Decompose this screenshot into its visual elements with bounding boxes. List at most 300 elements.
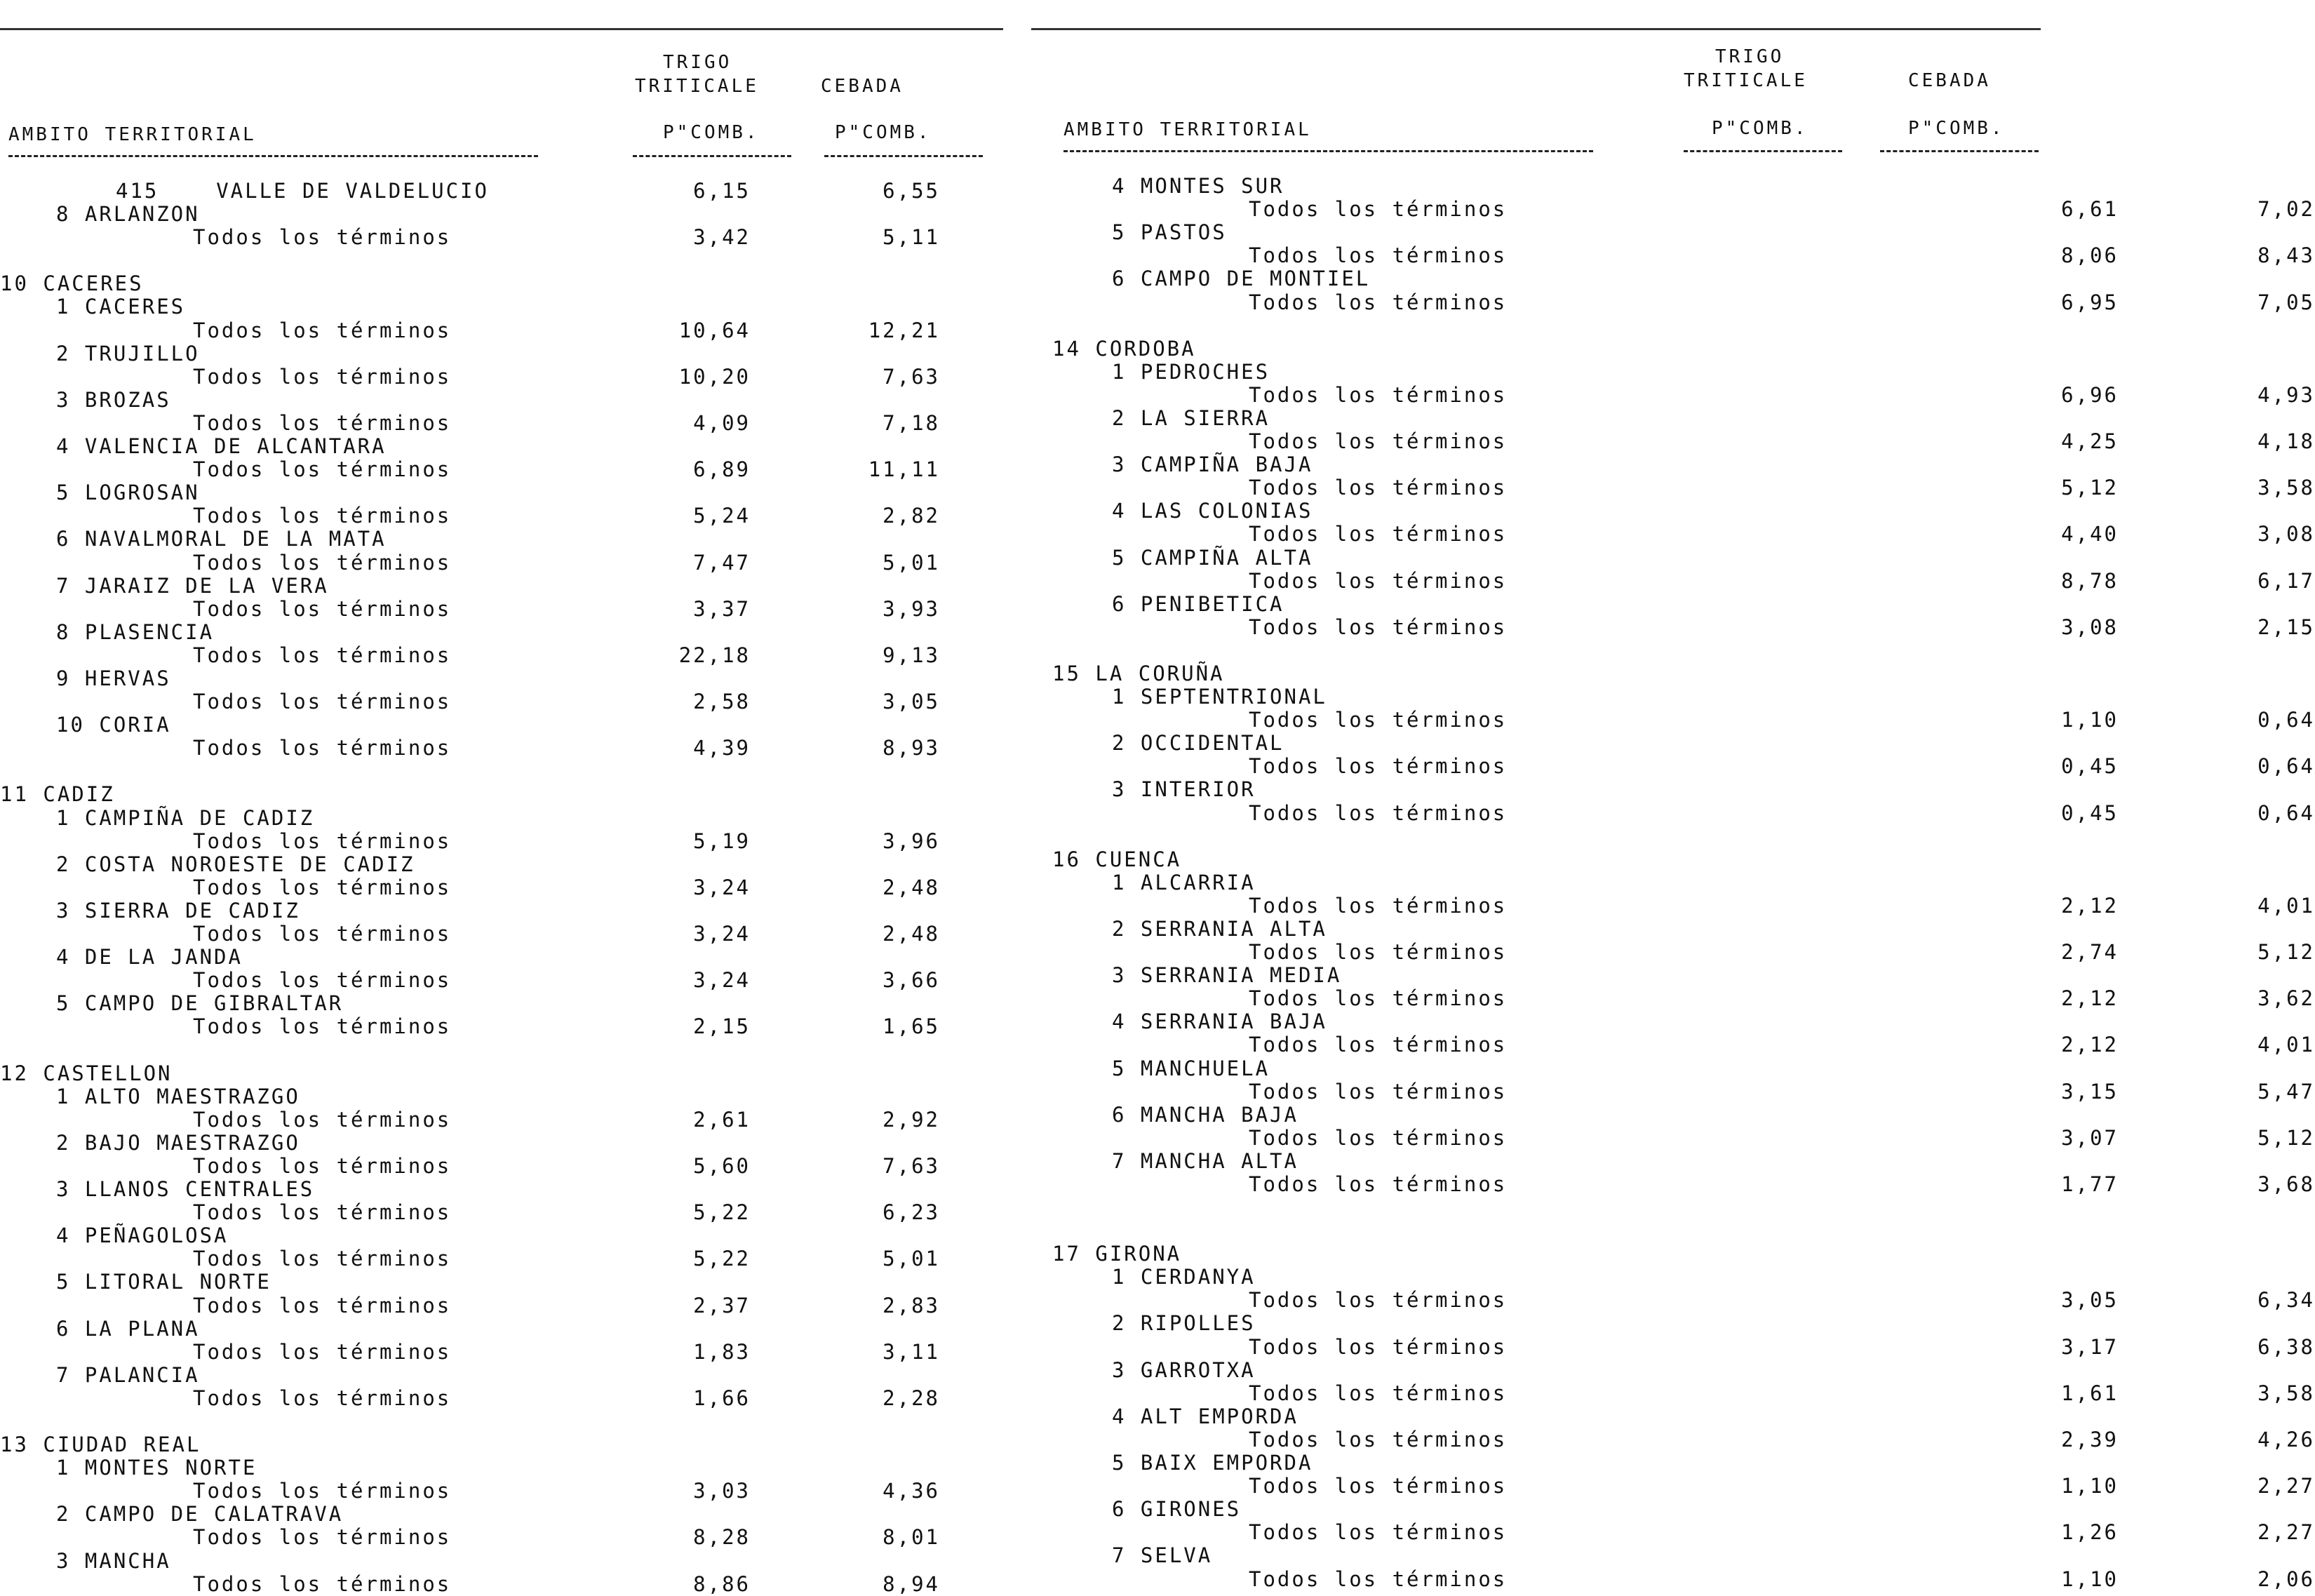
trigo-value: 7,47 — [693, 550, 751, 575]
trigo-value: 4,25 — [2061, 429, 2119, 453]
ambito-rule — [1063, 150, 1593, 152]
terms-label: Todos los términos — [1249, 893, 1508, 918]
comarca-row — [1031, 499, 2041, 523]
cebada-value: 3,58 — [2257, 1381, 2315, 1405]
terms-row — [0, 457, 1003, 481]
terms-row — [1031, 893, 2315, 918]
comarca-row — [0, 1456, 1003, 1480]
comarca-name: 2 SERRANIA ALTA — [1112, 916, 1327, 941]
terms-label: Todos los términos — [1249, 708, 1508, 732]
terms-row — [1031, 986, 2315, 1011]
comarca-row — [0, 1177, 1003, 1201]
trigo-value: 1,26 — [2061, 1520, 2119, 1545]
terms-label: Todos los términos — [1249, 615, 1508, 639]
trigo-value: 2,58 — [693, 690, 751, 714]
terms-row — [1031, 476, 2315, 500]
trigo-value: 1,10 — [2061, 1474, 2119, 1498]
comarca-name: 2 RIPOLLES — [1112, 1311, 1256, 1336]
terms-label: Todos los términos — [193, 968, 452, 993]
terms-row — [0, 318, 1003, 342]
terms-label: Todos los términos — [193, 1386, 452, 1410]
cebada-value: 3,08 — [2257, 522, 2315, 546]
comarca-name: 4 SERRANIA BAJA — [1112, 1010, 1327, 1034]
trigo-value: 10,20 — [678, 364, 751, 389]
trigo-value: 2,37 — [693, 1293, 751, 1317]
top-rule — [0, 28, 1003, 30]
comarca-row — [0, 434, 1003, 458]
comarca-row — [0, 899, 1003, 923]
trigo-value: 3,42 — [693, 225, 751, 250]
cebada-value: 7,63 — [883, 1153, 940, 1178]
province-row — [1031, 662, 2041, 685]
comarca-row — [0, 1363, 1003, 1387]
terms-label: Todos los términos — [1249, 940, 1508, 964]
terms-row — [1031, 568, 2315, 593]
comarca-row — [0, 574, 1003, 598]
terms-label: Todos los términos — [1249, 243, 1508, 268]
cebada-value: 4,26 — [2257, 1427, 2315, 1451]
terms-label: Todos los términos — [1249, 1427, 1508, 1451]
comarca-name: 1 CAMPIÑA DE CADIZ — [56, 805, 315, 830]
comarca-row — [1031, 1010, 2041, 1033]
province-name: 15 LA CORUÑA — [1052, 661, 1225, 685]
terms-label: Todos los términos — [193, 1014, 452, 1039]
terms-label: Todos los términos — [193, 504, 452, 528]
comarca-name: 6 NAVALMORAL DE LA MATA — [56, 527, 387, 551]
cebada-value: 7,02 — [2257, 197, 2315, 222]
comarca-row — [1031, 731, 2041, 755]
terms-row — [0, 1247, 1003, 1270]
comarca-row — [1031, 452, 2041, 476]
cebada-value: 0,64 — [2257, 708, 2315, 732]
comarca-row — [1031, 777, 2041, 801]
comarca-name: 6 PENIBETICA — [1112, 591, 1284, 616]
trigo-value: 1,83 — [693, 1339, 751, 1364]
comarca-name: 2 COSTA NOROESTE DE CADIZ — [56, 852, 415, 876]
terms-label: Todos los términos — [1249, 1079, 1508, 1104]
terms-row — [0, 1572, 1003, 1596]
cebada-value: 4,93 — [2257, 382, 2315, 407]
comarca-name: 4 MONTES SUR — [1112, 174, 1284, 198]
trigo-value: 8,78 — [2061, 568, 2119, 593]
comarca-row — [1031, 685, 2041, 709]
cebada-value: 1,65 — [883, 1014, 940, 1039]
terms-label: Todos los términos — [193, 736, 452, 760]
comarca-name: 8 ARLANZON — [56, 202, 200, 227]
comarca-name: 1 PEDROCHES — [1112, 359, 1270, 384]
terms-row — [1031, 197, 2315, 222]
cebada-value: 11,11 — [868, 457, 940, 482]
comarca-name: 6 CAMPO DE MONTIEL — [1112, 267, 1371, 291]
cebada-value: 6,38 — [2257, 1334, 2315, 1359]
comarca-row — [1031, 1265, 2041, 1289]
comarca-row — [0, 295, 1003, 318]
comarca-name: 3 GARROTXA — [1112, 1357, 1256, 1382]
trigo-value: 3,08 — [2061, 615, 2119, 639]
terms-label: Todos los términos — [193, 922, 452, 946]
cebada-value: 3,66 — [883, 968, 940, 993]
terms-label: Todos los términos — [1249, 1567, 1508, 1591]
province-name: 12 CASTELLON — [0, 1061, 173, 1085]
cebada-value: 8,94 — [883, 1571, 940, 1596]
terms-label: Todos los términos — [193, 1479, 452, 1503]
comarca-name: 2 CAMPO DE CALATRAVA — [56, 1502, 344, 1527]
terms-label: Todos los términos — [1249, 754, 1508, 779]
terms-label: Todos los términos — [193, 457, 452, 482]
terms-row — [1031, 1381, 2315, 1405]
trigo-value: 3,24 — [693, 922, 751, 946]
comarca-name: 1 SEPTENTRIONAL — [1112, 685, 1327, 709]
comarca-name: 2 OCCIDENTAL — [1112, 731, 1284, 756]
comarca-name: 5 LITORAL NORTE — [56, 1270, 271, 1294]
terms-row — [1031, 800, 2315, 825]
terms-row — [1031, 1288, 2315, 1313]
terms-label: Todos los términos — [1249, 986, 1508, 1011]
cebada-value: 2,27 — [2257, 1474, 2315, 1498]
terms-label: Todos los términos — [1249, 1474, 1508, 1498]
terms-label: Todos los términos — [1249, 568, 1508, 593]
comarca-name: 5 CAMPO DE GIBRALTAR — [56, 991, 344, 1016]
trigo-value: 22,18 — [678, 643, 751, 667]
trigo-value: 1,66 — [693, 1386, 751, 1410]
comarca-name: 415 VALLE DE VALDELUCIO — [116, 179, 489, 203]
terms-label: Todos los términos — [1249, 1033, 1508, 1057]
terms-label: Todos los términos — [1249, 1125, 1508, 1150]
cebada-value: 3,68 — [2257, 1172, 2315, 1196]
comarca-row — [0, 713, 1003, 737]
comarca-row — [1031, 1451, 2041, 1475]
terms-row — [0, 1386, 1003, 1410]
cebada-value: 5,01 — [883, 1247, 940, 1271]
comarca-name: 5 BAIX EMPORDA — [1112, 1451, 1313, 1475]
terms-label: Todos los términos — [1249, 429, 1508, 453]
province-row — [0, 782, 1003, 806]
terms-row — [0, 551, 1003, 575]
cebada-value: 4,36 — [883, 1479, 940, 1503]
trigo-value: 0,45 — [2061, 800, 2119, 825]
province-name: 13 CIUDAD REAL — [0, 1433, 201, 1456]
terms-label: Todos los términos — [193, 410, 452, 435]
cebada-value: 4,01 — [2257, 1033, 2315, 1057]
cebada-value: 5,12 — [2257, 1125, 2315, 1150]
cebada-value: 8,93 — [883, 736, 940, 760]
terms-label: Todos los términos — [1249, 1520, 1508, 1545]
comarca-name: 3 SIERRA DE CADIZ — [56, 898, 300, 923]
cebada-value: 8,43 — [2257, 243, 2315, 268]
trigo-value: 6,89 — [693, 457, 751, 482]
comarca-row — [1031, 220, 2041, 244]
comarca-row — [0, 179, 1003, 203]
comarca-row — [1031, 1311, 2041, 1335]
terms-row — [0, 597, 1003, 621]
comarca-name: 4 DE LA JANDA — [56, 945, 243, 970]
trigo-value: 6,61 — [2061, 197, 2119, 222]
trigo-value: 8,06 — [2061, 243, 2119, 268]
comarca-name: 6 MANCHA BAJA — [1112, 1102, 1299, 1127]
cebada-value: 2,28 — [883, 1386, 940, 1410]
trigo-value: 1,10 — [2061, 1567, 2119, 1591]
comarca-name: 5 LOGROSAN — [56, 481, 200, 505]
comarca-row — [0, 1317, 1003, 1341]
cebada-value: 2,48 — [883, 875, 940, 899]
comarca-name: 2 LA SIERRA — [1112, 405, 1270, 430]
comarca-name: 5 MANCHUELA — [1112, 1056, 1270, 1080]
comarca-row — [0, 991, 1003, 1015]
province-row — [1031, 847, 2041, 871]
terms-row — [0, 1014, 1003, 1038]
terms-row — [1031, 382, 2315, 407]
cebada-value: 0,64 — [2257, 800, 2315, 825]
terms-row — [0, 829, 1003, 853]
trigo-value: 6,15 — [693, 179, 751, 203]
terms-row — [1031, 290, 2315, 314]
comarca-name: 5 CAMPIÑA ALTA — [1112, 545, 1313, 570]
province-name: 14 CORDOBA — [1052, 336, 1196, 361]
comarca-name: 6 GIRONES — [1112, 1497, 1242, 1522]
comarca-name: 2 TRUJILLO — [56, 341, 200, 366]
province-row — [0, 1061, 1003, 1085]
trigo-value: 2,12 — [2061, 893, 2119, 918]
left-column — [0, 0, 1003, 1595]
comarca-name: 1 CACERES — [56, 295, 186, 319]
trigo-value: 3,03 — [693, 1479, 751, 1503]
cebada-header: CEBADA — [821, 76, 904, 97]
province-name: 10 CACERES — [0, 271, 144, 296]
terms-row — [0, 1340, 1003, 1364]
terms-row — [1031, 615, 2315, 639]
comarca-row — [1031, 267, 2041, 290]
terms-label: Todos los términos — [193, 690, 452, 714]
ambito-header: AMBITO TERRITORIAL — [1063, 119, 1312, 140]
trigo-value: 4,40 — [2061, 522, 2119, 546]
trigo-value: 1,77 — [2061, 1172, 2119, 1196]
comarca-name: 10 CORIA — [56, 713, 171, 737]
cebada-value: 3,96 — [883, 829, 940, 853]
comarca-row — [0, 1502, 1003, 1526]
terms-row — [0, 968, 1003, 992]
comarca-name: 1 CERDANYA — [1112, 1265, 1256, 1289]
comarca-name: 3 BROZAS — [56, 387, 171, 412]
trigo-value: 5,22 — [693, 1247, 751, 1271]
comarca-row — [0, 1549, 1003, 1573]
comarca-row — [0, 620, 1003, 644]
trigo-value: 6,95 — [2061, 290, 2119, 314]
comarca-name: 2 BAJO MAESTRAZGO — [56, 1130, 300, 1155]
cebada-value: 12,21 — [868, 318, 940, 342]
cebada-pcomb-header: P"COMB. — [835, 122, 932, 143]
terms-label: Todos los términos — [193, 550, 452, 575]
comarca-name: 7 JARAIZ DE LA VERA — [56, 573, 329, 598]
terms-label: Todos los términos — [193, 875, 452, 899]
cebada-value: 2,83 — [883, 1293, 940, 1317]
terms-label: Todos los términos — [193, 1200, 452, 1225]
comarca-row — [0, 342, 1003, 366]
comarca-name: 1 MONTES NORTE — [56, 1456, 257, 1480]
trigo-pcomb-header: P"COMB. — [663, 122, 760, 143]
terms-row — [0, 1294, 1003, 1317]
comarca-row — [1031, 360, 2041, 384]
cebada-value: 7,63 — [883, 364, 940, 389]
comarca-name: 4 VALENCIA DE ALCANTARA — [56, 434, 387, 458]
terms-row — [1031, 1520, 2315, 1545]
cebada-value: 2,82 — [883, 504, 940, 528]
terms-label: Todos los términos — [193, 1293, 452, 1317]
trigo-value: 1,61 — [2061, 1381, 2119, 1405]
comarca-name: 8 PLASENCIA — [56, 619, 215, 644]
comarca-row — [1031, 592, 2041, 616]
cebada-value: 5,11 — [883, 225, 940, 250]
cebada-value: 2,27 — [2257, 1520, 2315, 1545]
trigo-value: 4,09 — [693, 410, 751, 435]
comarca-name: 3 MANCHA — [56, 1548, 171, 1573]
comarca-name: 9 HERVAS — [56, 666, 171, 690]
province-row — [1031, 1242, 2041, 1266]
trigo-value: 3,07 — [2061, 1125, 2119, 1150]
cebada-rule — [824, 155, 983, 157]
terms-row — [0, 1479, 1003, 1503]
comarca-row — [1031, 963, 2041, 987]
terms-row — [1031, 1427, 2315, 1451]
trigo-value: 2,12 — [2061, 986, 2119, 1011]
comarca-name: 6 LA PLANA — [56, 1316, 200, 1341]
comarca-row — [0, 806, 1003, 830]
comarca-row — [1031, 546, 2041, 570]
trigo-value: 3,05 — [2061, 1288, 2119, 1313]
comarca-name: 4 ALT EMPORDA — [1112, 1404, 1299, 1428]
ambito-rule — [8, 155, 538, 157]
cebada-value: 3,62 — [2257, 986, 2315, 1011]
comarca-row — [1031, 871, 2041, 894]
comarca-row — [1031, 1149, 2041, 1173]
terms-label: Todos los términos — [193, 1107, 452, 1132]
terms-label: Todos los términos — [193, 1525, 452, 1550]
comarca-name: 3 LLANOS CENTRALES — [56, 1177, 315, 1201]
trigo-value: 10,64 — [678, 318, 751, 342]
terms-row — [1031, 708, 2315, 732]
comarca-row — [0, 202, 1003, 226]
trigo-value: 3,15 — [2061, 1079, 2119, 1104]
terms-label: Todos los términos — [1249, 1172, 1508, 1196]
terms-label: Todos los términos — [193, 1339, 452, 1364]
cebada-value: 7,05 — [2257, 290, 2315, 314]
trigo-value: 6,96 — [2061, 382, 2119, 407]
comarca-name: 7 MANCHA ALTA — [1112, 1148, 1299, 1173]
comarca-row — [0, 852, 1003, 876]
trigo-header: TRIGO — [1715, 46, 1785, 67]
cebada-value: 3,05 — [883, 690, 940, 714]
cebada-header: CEBADA — [1908, 70, 1991, 91]
trigo-value: 2,12 — [2061, 1033, 2119, 1057]
province-name: 11 CADIZ — [0, 782, 115, 807]
comarca-name: 3 SERRANIA MEDIA — [1112, 963, 1342, 988]
terms-row — [0, 736, 1003, 760]
terms-label: Todos los términos — [193, 829, 452, 853]
triticale-header: TRITICALE — [1684, 70, 1808, 91]
trigo-value: 3,24 — [693, 968, 751, 993]
province-name: 16 CUENCA — [1052, 847, 1182, 871]
terms-row — [1031, 1567, 2315, 1591]
comarca-name: 4 LAS COLONIAS — [1112, 499, 1313, 523]
cebada-value: 3,93 — [883, 596, 940, 621]
terms-row — [1031, 429, 2315, 453]
comarca-row — [0, 527, 1003, 551]
comarca-row — [0, 388, 1003, 412]
terms-label: Todos los términos — [1249, 1288, 1508, 1313]
trigo-value: 5,24 — [693, 504, 751, 528]
trigo-value: 5,19 — [693, 829, 751, 853]
cebada-pcomb-header: P"COMB. — [1908, 118, 2005, 139]
cebada-value: 4,01 — [2257, 893, 2315, 918]
comarca-row — [0, 666, 1003, 690]
terms-row — [0, 1108, 1003, 1132]
cebada-value: 3,58 — [2257, 476, 2315, 500]
comarca-name: 3 INTERIOR — [1112, 777, 1256, 802]
trigo-value: 5,12 — [2061, 476, 2119, 500]
comarca-row — [0, 1270, 1003, 1294]
trigo-value: 8,28 — [693, 1525, 751, 1550]
cebada-value: 6,34 — [2257, 1288, 2315, 1313]
trigo-value: 2,39 — [2061, 1427, 2119, 1451]
trigo-value: 8,86 — [693, 1571, 751, 1596]
terms-label: Todos los términos — [193, 364, 452, 389]
trigo-rule — [633, 155, 791, 157]
trigo-value: 5,22 — [693, 1200, 751, 1225]
terms-row — [1031, 1033, 2315, 1057]
terms-row — [0, 1154, 1003, 1178]
terms-label: Todos los términos — [1249, 290, 1508, 314]
terms-row — [0, 225, 1003, 249]
comarca-row — [1031, 174, 2041, 198]
cebada-value: 3,11 — [883, 1339, 940, 1364]
terms-label: Todos los términos — [193, 643, 452, 667]
comarca-name: 4 PEÑAGOLOSA — [56, 1223, 229, 1248]
terms-label: Todos los términos — [193, 1247, 452, 1271]
comarca-name: 5 PASTOS — [1112, 220, 1227, 245]
terms-label: Todos los términos — [1249, 197, 1508, 222]
terms-label: Todos los términos — [193, 1571, 452, 1596]
trigo-value: 2,74 — [2061, 940, 2119, 964]
terms-label: Todos los términos — [193, 318, 452, 342]
cebada-value: 6,55 — [883, 179, 940, 203]
terms-label: Todos los términos — [1249, 522, 1508, 546]
trigo-header: TRIGO — [663, 52, 732, 73]
comarca-row — [0, 1223, 1003, 1247]
terms-row — [1031, 1125, 2315, 1150]
terms-row — [0, 876, 1003, 899]
right-column — [1031, 0, 2315, 1595]
comarca-name: 3 CAMPIÑA BAJA — [1112, 452, 1313, 477]
cebada-value: 5,01 — [883, 550, 940, 575]
ambito-header: AMBITO TERRITORIAL — [8, 124, 257, 145]
cebada-value: 5,12 — [2257, 940, 2315, 964]
trigo-value: 2,61 — [693, 1107, 751, 1132]
cebada-value: 2,92 — [883, 1107, 940, 1132]
cebada-value: 5,47 — [2257, 1079, 2315, 1104]
terms-label: Todos los términos — [1249, 1334, 1508, 1359]
terms-label: Todos los términos — [1249, 382, 1508, 407]
trigo-value: 3,17 — [2061, 1334, 2119, 1359]
cebada-value: 2,48 — [883, 922, 940, 946]
terms-row — [0, 411, 1003, 435]
comarca-name: 7 PALANCIA — [56, 1362, 200, 1387]
comarca-row — [1031, 1497, 2041, 1521]
cebada-value: 2,06 — [2257, 1567, 2315, 1591]
cebada-value: 6,17 — [2257, 568, 2315, 593]
comarca-name: 1 ALCARRIA — [1112, 870, 1256, 894]
cebada-value: 2,15 — [2257, 615, 2315, 639]
top-rule — [1031, 28, 2041, 30]
province-row — [0, 1433, 1003, 1456]
